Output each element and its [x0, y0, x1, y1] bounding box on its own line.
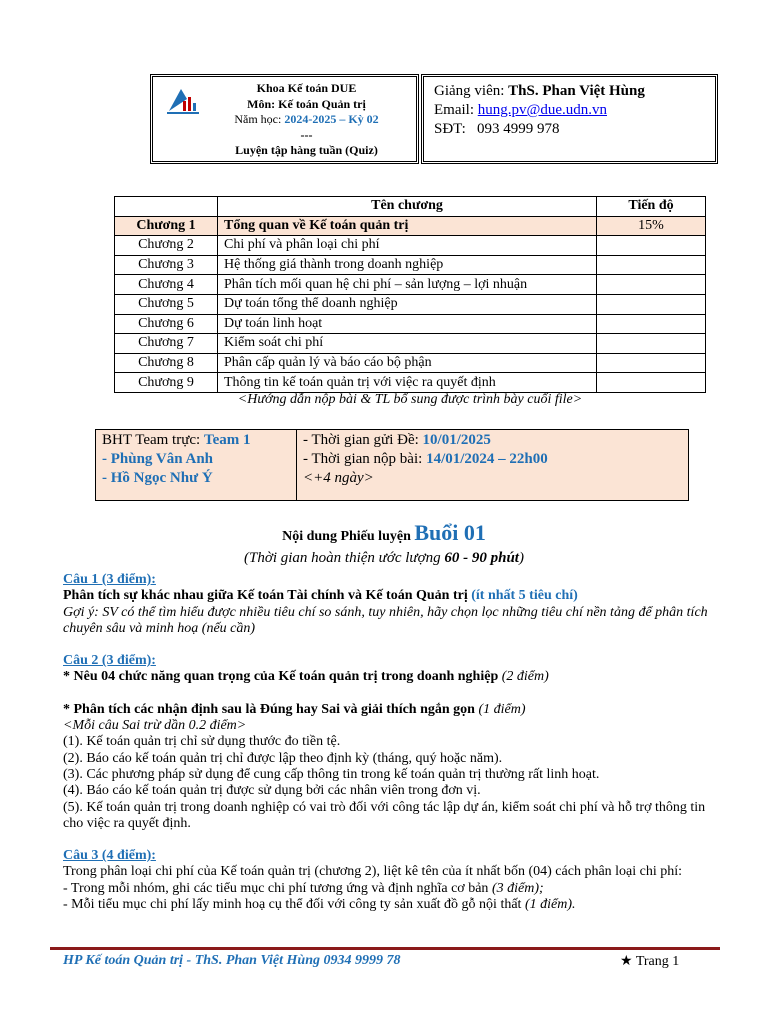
- table-cell: Chương 6: [115, 314, 218, 334]
- table-cell: Dự toán tổng thể doanh nghiệp: [218, 294, 597, 314]
- list-item: (3). Các phương pháp sử dụng để cung cấp thông tin trong kế toán quản trị thường rất linh hoạt.: [63, 766, 600, 782]
- table-cell: [597, 314, 706, 334]
- due-time: - Thời gian nộp bài: 14/01/2024 – 22h00: [303, 451, 548, 467]
- table-row: [115, 353, 706, 373]
- subject-name: Môn: Kế toán Quản trị: [247, 96, 366, 111]
- list-item: (1). Kế toán quản trị chỉ sử dụng thước đo tiền tệ.: [63, 734, 341, 750]
- questions: [63, 572, 723, 913]
- email-link[interactable]: hung.pv@due.udn.vn: [477, 102, 607, 118]
- list-item: (5). Kế toán quản trị trong doanh nghiệp có vai trò đối với công tác lập dự án, kiểm soát chi phí và hỗ trợ thông tin cho việc ra quyết định.: [63, 799, 706, 831]
- table-cell: Thông tin kế toán quản trị với việc ra quyết định: [218, 373, 597, 393]
- q1-hint: Gợi ý: SV có thể tìm hiểu được nhiều tiêu chí so sánh, tuy nhiên, hãy chọn lọc những tiêu chí nền tảng để phân tích chuyên sâu và minh hoạ (nếu cần): [63, 604, 708, 636]
- sent-time: - Thời gian gửi Đề: 10/01/2025: [303, 432, 491, 448]
- table-row: [115, 216, 706, 236]
- header-lecturer-box: [421, 74, 718, 164]
- table-row: [115, 373, 706, 393]
- lecturer-email: Email: hung.pv@due.udn.vn: [434, 102, 607, 118]
- table-header-cell: Tiến độ: [597, 197, 706, 217]
- q3-heading: Câu 3 (4 điểm):: [63, 848, 156, 864]
- table-cell: Chương 2: [115, 236, 218, 256]
- team-label: BHT Team trực: Team 1: [102, 432, 251, 448]
- q2-heading: Câu 2 (3 điểm):: [63, 653, 156, 669]
- table-header-cell: Tên chương: [218, 197, 597, 217]
- lecturer-phone: SĐT: 093 4999 978: [434, 121, 560, 137]
- table-cell: [597, 334, 706, 354]
- team-member: - Hồ Ngọc Như Ý: [102, 470, 213, 486]
- table-cell: Chương 5: [115, 294, 218, 314]
- table-cell: [597, 255, 706, 275]
- table-cell: Chương 8: [115, 353, 218, 373]
- academic-year: Năm học: 2024-2025 – Kỳ 02: [234, 112, 379, 126]
- table-cell: Kiểm soát chi phí: [218, 334, 597, 354]
- list-item: (2). Báo cáo kế toán quản trị chỉ được lập theo định kỳ (tháng, quý hoặc năm).: [63, 750, 503, 766]
- table-cell: Dự toán linh hoạt: [218, 314, 597, 334]
- table-row: [115, 236, 706, 256]
- team-member: - Phùng Vân Anh: [102, 451, 214, 467]
- faculty-name: Khoa Kế toán DUE: [256, 81, 357, 95]
- table-cell: Tổng quan về Kế toán quản trị: [218, 216, 597, 236]
- table-row: [115, 314, 706, 334]
- table-header-cell: [115, 197, 218, 217]
- q1-text: Phân tích sự khác nhau giữa Kế toán Tài chính và Kế toán Quản trị (ít nhất 5 tiêu chí): [63, 588, 578, 604]
- q3-bullet1: - Trong mỗi nhóm, ghi các tiểu mục chi phí tương ứng và định nghĩa cơ bản (3 điểm);: [63, 880, 544, 896]
- footer-rule: [50, 947, 720, 950]
- table-row: [115, 334, 706, 354]
- time-estimate: (Thời gian hoàn thiện ước lượng 60 - 90 phút): [244, 550, 524, 566]
- table-row: [115, 294, 706, 314]
- table-cell: Chương 3: [115, 255, 218, 275]
- q2-part2: * Phân tích các nhận định sau là Đúng hay Sai và giải thích ngắn gọn (1 điểm): [63, 701, 526, 717]
- quiz-title: Luyện tập hàng tuần (Quiz): [235, 143, 378, 157]
- table-cell: Phân cấp quản lý và báo cáo bộ phận: [218, 353, 597, 373]
- page-number: ★ Trang 1: [620, 954, 680, 969]
- table-row: [115, 275, 706, 295]
- table-cell: [597, 294, 706, 314]
- table-cell: [597, 353, 706, 373]
- q2-part1: * Nêu 04 chức năng quan trọng của Kế toán quản trị trong doanh nghiệp (2 điểm): [63, 669, 549, 685]
- team-box: [95, 429, 689, 501]
- submission-note: <Hướng dẫn nộp bài & TL bổ sung được trình bày cuối file>: [237, 392, 583, 407]
- table-cell: Chương 1: [115, 216, 218, 236]
- table-cell: Phân tích mối quan hệ chi phí – sản lượng – lợi nhuận: [218, 275, 597, 295]
- extra-days: <+4 ngày>: [303, 470, 374, 486]
- table-cell: Chương 7: [115, 334, 218, 354]
- table-cell: Chi phí và phân loại chi phí: [218, 236, 597, 256]
- table-cell: [597, 373, 706, 393]
- table-cell: [597, 275, 706, 295]
- table-cell: Chương 9: [115, 373, 218, 393]
- separator: ---: [300, 127, 313, 142]
- list-item: (4). Báo cáo kế toán quản trị được sử dụng bởi các nhân viên trong đơn vị.: [63, 783, 481, 799]
- table-cell: 15%: [597, 216, 706, 236]
- table-header-row: [115, 197, 706, 217]
- chapter-table: [114, 196, 706, 393]
- table-cell: [597, 236, 706, 256]
- q3-bullet2: - Mỗi tiểu mục chi phí lấy minh hoạ cụ thể đối với công ty sản xuất đồ gỗ nội thất (1 điểm).: [63, 897, 576, 913]
- q3-intro: Trong phân loại chi phí của Kế toán quản trị (chương 2), liệt kê tên của ít nhất bốn (04) cách phân loại chi phí:: [63, 864, 683, 880]
- table-cell: Chương 4: [115, 275, 218, 295]
- q2-penalty: <Mỗi câu Sai trừ dần 0.2 điểm>: [63, 718, 247, 734]
- footer-text: HP Kế toán Quản trị - ThS. Phan Việt Hùng 0934 9999 78: [63, 953, 401, 968]
- table-row: [115, 255, 706, 275]
- due-logo-icon: [165, 85, 201, 117]
- star-icon: ★: [620, 954, 633, 969]
- page-title: Nội dung Phiếu luyện Buổi 01: [282, 520, 486, 545]
- lecturer: Giảng viên: ThS. Phan Việt Hùng: [434, 83, 645, 99]
- header-course-box: [150, 74, 419, 164]
- q1-heading: Câu 1 (3 điểm):: [63, 572, 156, 587]
- table-cell: Hệ thống giá thành trong doanh nghiệp: [218, 255, 597, 275]
